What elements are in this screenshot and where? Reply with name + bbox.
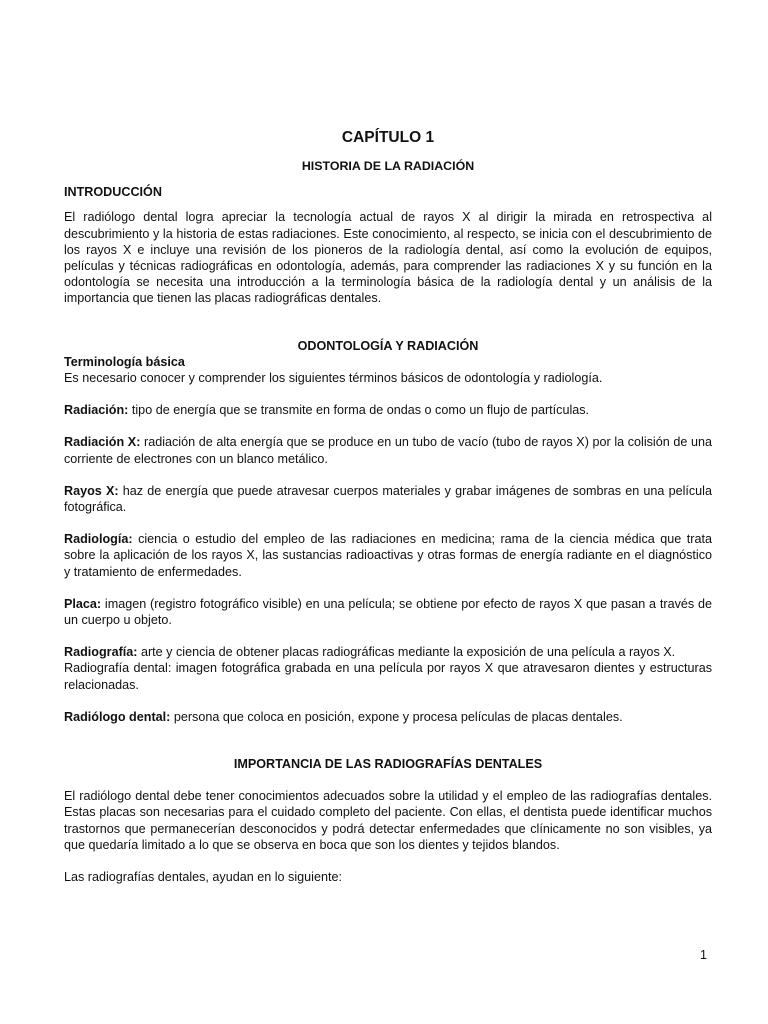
term-label: Radiografía:: [64, 645, 138, 660]
chapter-subtitle: HISTORIA DE LA RADIACIÓN: [301, 159, 475, 173]
term-text: tipo de energía que se transmite en forma de ondas o como un flujo de partículas.: [128, 403, 590, 418]
page-number: 1: [700, 948, 707, 962]
term-text: arte y ciencia de obtener placas radiográficas mediante la exposición de una película a rayos X.: [137, 645, 676, 660]
term-text: radiación de alta energía que se produce en un tubo de vacío (tubo de rayos X) por la colisión de una corriente de electrones con un blanco metálico.: [64, 435, 712, 466]
terminology-lead: Es necesario conocer y comprender los siguientes términos básicos de odontología y radiología.: [64, 371, 603, 386]
term-definition: [64, 402, 712, 418]
section-heading-odontologia: ODONTOLOGÍA Y RADIACIÓN: [297, 338, 479, 353]
term-definition: [64, 531, 712, 580]
term-text: ciencia o estudio del empleo de las radiaciones en medicina; rama de la ciencia médica que trata sobre la aplicación de los rayos X, las sustancias radioactivas y otras formas de energía radiante en el diagnóstico y tratamiento de enfermedades.: [64, 532, 712, 579]
intro-heading: INTRODUCCIÓN: [64, 185, 162, 200]
subheading-terminologia: Terminología básica: [64, 354, 185, 369]
term-definition: [64, 596, 712, 628]
page-content: [64, 128, 712, 885]
term-definition: [64, 709, 712, 725]
term-text: persona que coloca en posición, expone y procesa películas de placas dentales.: [170, 709, 623, 724]
term-label: Radiación X:: [64, 435, 141, 450]
intro-paragraph: El radiólogo dental logra apreciar la tecnología actual de rayos X al dirigir la mirada en retrospectiva al descubrimiento y la historia de estas radiaciones. Este conocimiento, al respecto, se inicia con el descubrimiento de los rayos X e incluye una revisión de los pioneros de la radiología dental, así como la evolución de equipos, películas y técnicas radiográficas en odontología, además, para comprender las radiaciones X y su función en la odontología se necesita una introducción a la terminología básica de la radiología dental y un análisis de la importancia que tienen las placas radiográficas dentales.: [64, 210, 712, 306]
importance-paragraph: El radiólogo dental debe tener conocimientos adecuados sobre la utilidad y el empleo de las radiografías dentales. Estas placas son necesarias para el cuidado completo del paciente. Con ellas, el dentista puede identificar muchos trastornos que permanecerían desconocidos y podrá detectar enfermedades que clínicamente no son visibles, ya que quedaría limitado a lo que se observa en boca que son los dientes y tejidos blandos.: [64, 789, 712, 852]
term-definition: [64, 434, 712, 466]
term-label: Rayos X:: [64, 483, 119, 498]
section-heading-importancia: IMPORTANCIA DE LAS RADIOGRAFÍAS DENTALES: [233, 757, 543, 772]
term-definition: [64, 483, 712, 515]
term-definition: [64, 644, 712, 660]
term-text: haz de energía que puede atravesar cuerpos materiales y grabar imágenes de sombras en una película fotográfica.: [64, 483, 712, 515]
term-label: Radiación:: [64, 403, 129, 418]
chapter-title: CAPÍTULO 1: [341, 129, 435, 146]
term-text: imagen (registro fotográfico visible) en una película; se obtiene por efecto de rayos X que pasan a través de un cuerpo u objeto.: [64, 596, 712, 628]
closing-line: Las radiografías dentales, ayudan en lo siguiente:: [64, 870, 342, 885]
term-radiografia-dental: Radiografía dental: imagen fotográfica grabada en una película por rayos X que atravesaron dientes y estructuras relacionadas.: [64, 661, 712, 692]
term-label: Placa:: [64, 596, 102, 611]
term-label: Radiólogo dental:: [64, 709, 171, 724]
term-label: Radiología:: [64, 532, 133, 547]
